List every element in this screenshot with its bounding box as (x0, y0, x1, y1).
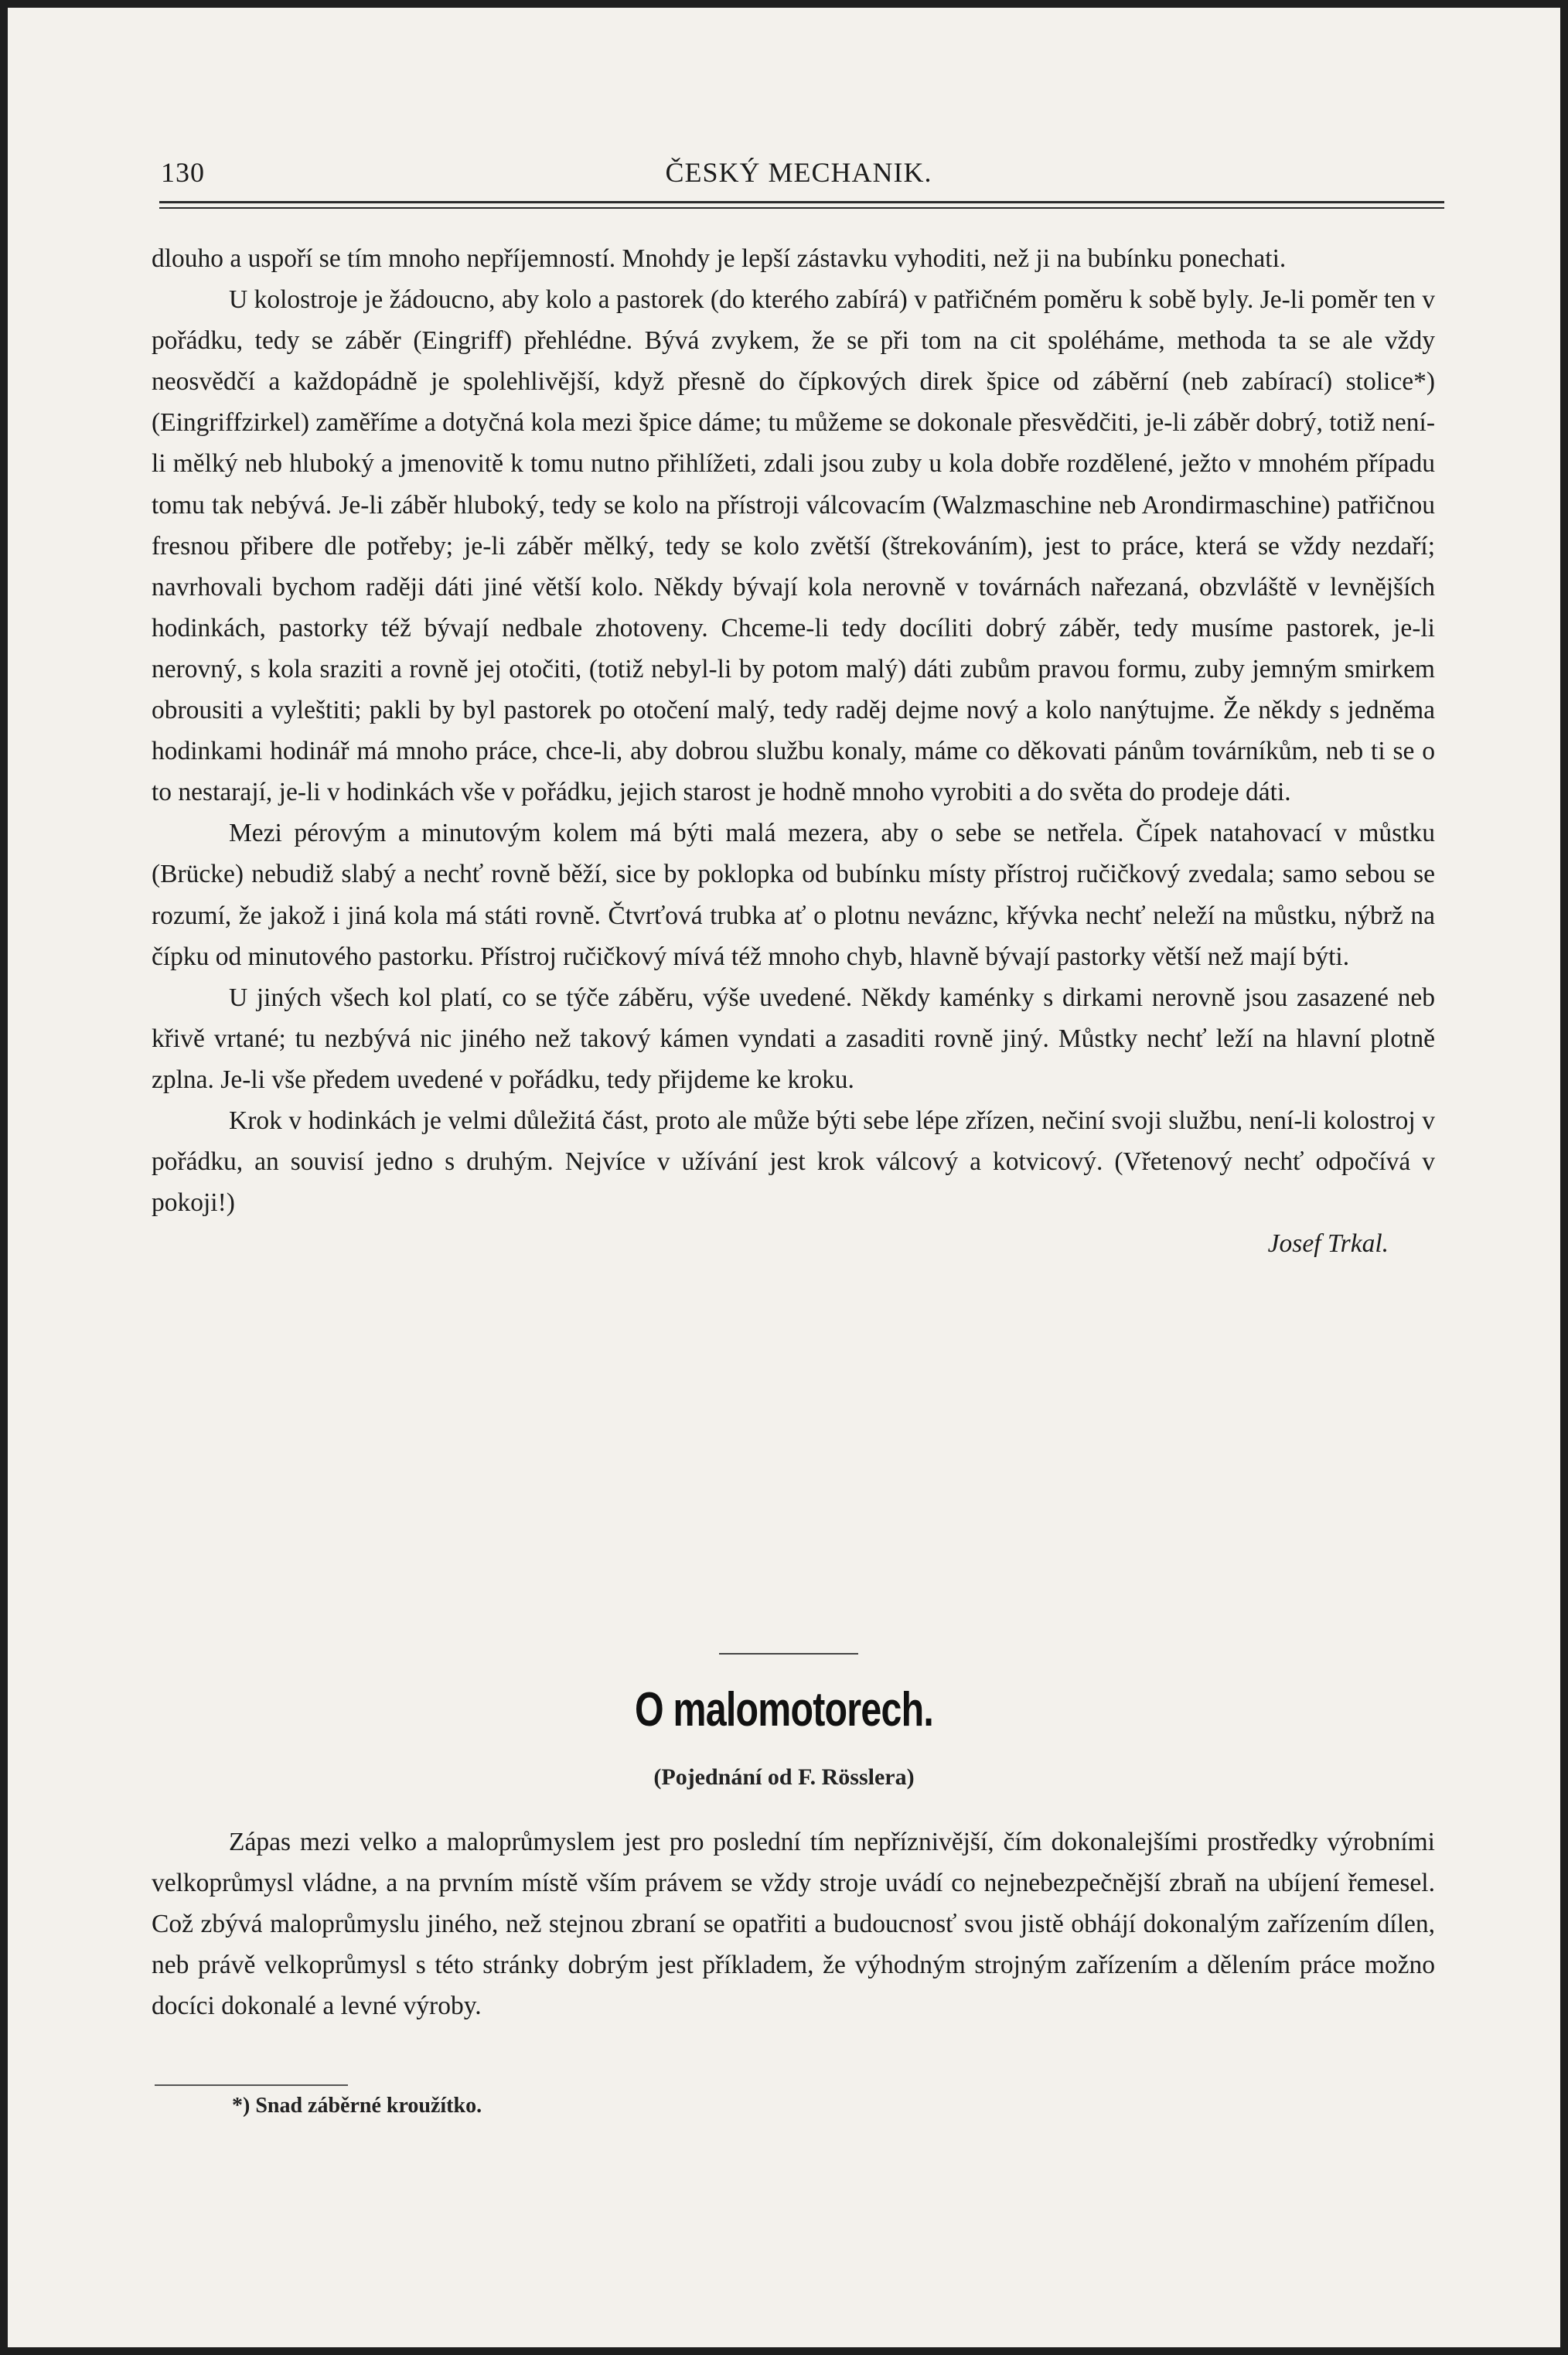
article-title: O malomotorech. (634, 1683, 934, 1736)
author-signature: Josef Trkal. (1267, 1229, 1389, 1259)
header-rule (159, 201, 1444, 203)
article-byline: (Pojednání od F. Rösslera) (653, 1764, 915, 1790)
article-watchmaking-text (152, 238, 1435, 1264)
paragraph: U kolostroje je žádoucno, aby kolo a pastorek (do kterého zabírá) v patřičném poměru k sobě byly. Je-li poměr ten v pořádku, tedy se záběr (Eingriff) přehlédne. Bývá zvykem, že se při tom na cit spoléháme, methoda ta se ale vždy neosvědčí a každopádně je spolehlivější, když přesně do čípkových direk špice od záběrní (neb zabírací) stolice*) (Eingriffzirkel) zaměříme a dotyčná kola mezi špice dáme; tu můžeme se dokonale přesvědčiti, je-li záběr dobrý, totiž není-li mělký neb hluboký a jmenovitě k tomu nutno přihlížeti, zdali jsou zuby u kola dobře rozdělené, ježto v mnohém případu tomu tak nebývá. Je-li záběr hluboký, tedy se kolo na přístroji válcovacím (Walzmaschine neb Arondirmaschine) patřičnou fresnou přibere dle potřeby; je-li záběr mělký, tedy se kolo zvětší (štrekováním), jest to práce, která se vždy nezdaří; navrhovali bychom raději dáti jiné větší kolo. Někdy bývají kola nerovně v továrnách nařezaná, obzvláště v levnějších hodinkách, pastorky též bývají nedbale zhotoveny. Chceme-li tedy docíliti dobrý záběr, tedy musíme pastorek, je-li nerovný, s kola sraziti a rovně jej otočiti, (totiž nebyl-li by potom malý) dáti zubům pravou formu, zuby jemným smirkem obrousiti a vyleštiti; pakli by byl pastorek po otočení malý, tedy raděj dejme nový a kolo nanýtujme. Že někdy s jedněma hodinkami hodinář má mnoho práce, chce-li, aby dobrou službu konaly, máme co děkovati pánům továrníkům, neb ti se o to nestarají, je-li v hodinkách vše v pořádku, jejich starost je hodně mnoho vyrobiti a do světa do prodeje dáti. (152, 285, 1435, 807)
paragraph: Mezi pérovým a minutovým kolem má býti malá mezera, aby o sebe se netřela. Čípek natahovací v můstku (Brücke) nebudiž slabý a nechť rovně běží, sice by poklopka od bubínku místy přístroj ručičkový zvedala; samo sebou se rozumí, že jakož i jiná kola má státi rovně. Čtvrťová trubka ať o plotnu neváznc, křývka nechť neleží na můstku, nýbrž na čípku od minutového pastorku. Přístroj ručičkový mívá též mnoho chyb, hlavně bývají pastorky větší než mají býti. (152, 819, 1435, 971)
document-page (8, 8, 1560, 2347)
page-number: 130 (161, 157, 205, 188)
header-rule-thin (159, 207, 1444, 209)
running-title: ČESKÝ MECHANIK. (665, 157, 932, 188)
paragraph: dlouho a uspoří se tím mnoho nepříjemností. Mnohdy je lepší zástavku vyhoditi, než ji na bubínku ponechati. (152, 244, 1287, 273)
footnote: *) Snad záběrné kroužítko. (232, 2094, 482, 2118)
footnote-rule (155, 2084, 348, 2086)
article-separator (719, 1653, 858, 1655)
paragraph: Krok v hodinkách je velmi důležitá část, proto ale může býti sebe lépe zřízen, nečiní svoji službu, není-li kolostroj v pořádku, an souvisí jedno s druhým. Nejvíce v užívání jest krok válcový a kotvicový. (Vřetenový nechť odpočívá v pokoji!) (152, 1106, 1435, 1218)
paragraph: Zápas mezi velko a maloprůmyslem jest pro poslední tím nepříznivější, čím dokonalejšími prostředky výrobními velkoprůmysl vládne, a na prvním místě vším právem se vždy stroje uvádí co nejnebezpečnější zbraň na ubíjení řemesel. Což zbývá maloprůmyslu jiného, než stejnou zbraní se opatřiti a budoucnosť svou jistě obhájí dokonalým zařízením dílen, neb právě velkoprůmysl s této stránky dobrým jest příkladem, že výhodným strojným zařízením a dělením práce možno docíci dokonalé a levné výroby. (152, 1828, 1435, 2021)
page-header (155, 156, 1443, 195)
article-small-motors-text (152, 1822, 1435, 2026)
paragraph: U jiných všech kol platí, co se týče záběru, výše uvedené. Někdy kaménky s dirkami nerovně jsou zasazené neb křivě vrtané; tu nezbývá nic jiného než takový kámen vyndati a zasaditi rovně jiný. Můstky nechť leží na hlavní plotně zplna. Je-li vše předem uvedené v pořádku, tedy přijdeme ke kroku. (152, 983, 1435, 1094)
